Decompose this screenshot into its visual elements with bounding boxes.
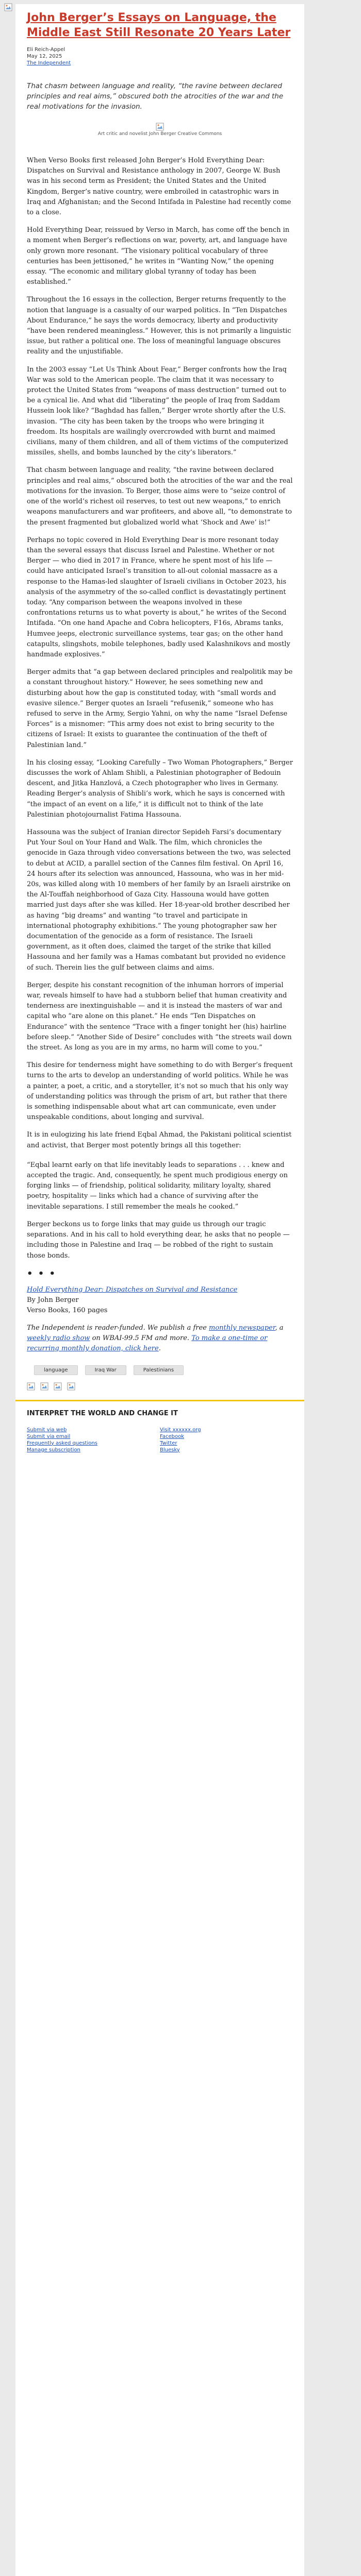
tag-language[interactable]: language — [34, 1365, 78, 1375]
email-share-icon[interactable] — [54, 1382, 62, 1391]
tag-iraq-war[interactable]: Iraq War — [85, 1365, 126, 1375]
pull-quote: That chasm between language and reality, “the ravine between declared principles and real aims,” obscured both the atrocities of the war and the real motivations for the invasion. — [27, 82, 284, 111]
byline — [27, 46, 293, 66]
newsletter-card — [15, 4, 304, 2576]
author-name: Eli Reich-Appel — [27, 47, 65, 53]
tag-palestinians[interactable]: Palestinians — [134, 1365, 184, 1375]
block-quote: “Eqbal learnt early on that life inevitably leads to separations . . . knew and accepted the tragic. And, consequently, he spent much prodigious energy on forging links — of friendship, political solidarity, military loyalty, shared poetry, hospitality — links which had a chance of surviving after the inevitable separations. I still remember the meals he cooked.” — [27, 1161, 288, 1211]
paragraph: Throughout the 16 essays in the collection, Berger returns frequently to the notion that language is a casualty of our warped politics. In “Ten Dispatches About Endurance,” he says the words democracy, liberty and productivity “have been rendered meaningless.” However, this is not primarily a linguistic issue, but rather a political one. The loss of meaningful language obscures reality and the unjustifiable. — [27, 296, 291, 356]
publication-link[interactable]: The Independent — [27, 60, 71, 66]
donate-link[interactable]: To make a one-time or recurring monthly donation, click here — [27, 1334, 268, 1352]
support-text: on WBAI-99.5 FM and more. — [90, 1334, 192, 1342]
article-figure — [27, 121, 293, 137]
footer-links — [27, 1427, 293, 1453]
image-caption: Art critic and novelist John Berger Creative Commons — [97, 131, 222, 137]
paragraph: Perhaps no topic covered in Hold Everything Dear is more resonant today than the several essays that discuss Israel and Palestine. Whether or not Berger — who died in 2017 in France, where he spent most of his life — could have anticipated Israel’s transition to all-out colonial massacre as a response to the Hamas-led slaughter of Israeli civilians in October 2023, his analysis of the asymmetry of the so-called conflict is devastatingly pertinent today. “Any comparison between the weapons involved in these confrontations returns us to what poverty is about,” he writes of the Second Intifada. “On one hand Apache and Cobra helicopters, F16s, Abrams tanks, Humvee jeeps, electronic surveillance systems, tear gas; on the other hand catapults, slingshots, mobile telephones, badly used Kalashnikovs and mostly handmade explosives.” — [27, 536, 290, 658]
bluesky-link[interactable]: Bluesky — [160, 1447, 180, 1453]
faq-link[interactable]: Frequently asked questions — [27, 1440, 97, 1446]
paragraph: In the 2003 essay “Let Us Think About Fear,” Berger confronts how the Iraq War was sold to the American people. The claim that it was necessary to protect the United States from “weapons of mass destruction” turned out to be a cynical lie. And what did “liberating” the people of Iraq from Saddam Hussein look like? “Baghdad has fallen,” Berger wrote shortly after the U.S. invasion. “The city has been taken by the troops who were bringing it freedom. Its hospitals are wailingly overcrowded with burnt and maimed civilians, many of them children, and all of them victims of the computerized missiles, shells, and bombs launched by the city’s liberators.” — [27, 365, 288, 457]
paragraph: When Verso Books first released John Berger’s Hold Everything Dear: Dispatches on Survival and Resistance anthology in 2007, George W. Bush was in his second term as President; the United States and the United Kingdom, Berger’s native country, were embroiled in catastrophic wars in Iraq and Afghanistan; and the Second Intifada in Palestine had recently come to a close. — [27, 157, 291, 217]
share-icons — [27, 1382, 293, 1391]
twitter-icon[interactable] — [40, 1382, 48, 1391]
book-publisher: Verso Books, 160 pages — [27, 1306, 108, 1314]
twitter-link[interactable]: Twitter — [160, 1440, 177, 1446]
paragraph: Berger admits that “a gap between declared principles and realpolitik may be a constant throughout history.” However, he sees something new and disturbing about how the gap is constituted today, with “small words and evasive silence.” Berger quotes an Israeli “refusenik,” someone who has refused to serve in the Army, Sergio Yahni, on why the name “Israel Defense Forces” is a misnomer: “This army does not exist to bring security to the citizens of Israel: It exists to guarantee the continuation of the theft of Palestinian land.” — [27, 668, 293, 749]
paragraph: In his closing essay, “Looking Carefully – Two Woman Photographers,” Berger discusses the work of Ahlam Shibli, a Palestinian photographer of Bedouin descent, and Jitka Hanzlová, a Czech photographer who lives in Germany. Reading Berger’s analysis of Shibli’s work, which he says is concerned with “the impact of an event on a life,” it is difficult not to think of the late Palestinian photojournalist Fatima Hassouna. — [27, 758, 293, 819]
tag-list — [27, 1365, 293, 1375]
footer-title: INTERPRET THE WORLD AND CHANGE IT — [27, 1409, 178, 1417]
link-share-icon[interactable] — [67, 1382, 75, 1391]
submit-web-link[interactable]: Submit via web — [27, 1427, 67, 1433]
book-author: By John Berger — [27, 1296, 79, 1304]
paragraph: That chasm between language and reality, “the ravine between declared principles and real aims,” obscured both the atrocities of the war and the real motivations for the invasion. To Berger, those aims were to “seize control of one of the world’s richest oil reserves, to test out new weapons,” to enrich weapons manufacturers and war profiteers, and above all, “to demonstrate to the present fragmented but globalized world what ‘Shock and Awe’ is!” — [27, 466, 293, 527]
image-placeholder-icon — [156, 123, 164, 131]
radio-show-link[interactable]: weekly radio show — [27, 1334, 90, 1342]
support-text: . — [158, 1344, 161, 1352]
manage-subscription-link[interactable]: Manage subscription — [27, 1447, 80, 1453]
newsletter-footer — [15, 1400, 304, 1463]
article-body — [27, 156, 293, 1261]
image-placeholder-icon — [4, 3, 12, 11]
paragraph: Hassouna was the subject of Iranian director Sepideh Farsi’s documentary Put Your Soul on Your Hand and Walk. The film, which chronicles the genocide in Gaza through video conversations between the two, was selected to debut at ACID, a parallel section of the Cannes film festival. On April 16, 24 hours after its selection was announced, Hassouna, who was in her mid-20s, was killed along with 10 members of her family by an Israeli airstrike on the Al-Touffah neighborhood of Gaza City. Hassouna would have gotten married just days after she was killed. Her 18-year-old brother described her as having “big dreams” and wanting “to travel and participate in international photography exhibitions.” The young photographer saw her documentation of the genocide as a form of resistance. The Israeli government, as it often does, claimed the target of the strike that killed Hassouna and her family was a Hamas combatant but provided no evidence of such. Therein lies the gulf between claims and aims. — [27, 828, 291, 972]
newspaper-link[interactable]: monthly newspaper — [209, 1324, 275, 1332]
book-info — [27, 1285, 293, 1316]
article-title-link[interactable]: John Berger’s Essays on Language, the Middle East Still Resonate 20 Years Later — [27, 11, 291, 39]
paragraph: Berger beckons us to forge links that may guide us through our tragic separations. And in his call to hold everything dear, he asks that no people — including those in Palestine and Iraq — be robbed of the right to sustain those bonds. — [27, 1220, 290, 1260]
footer-column-right — [160, 1427, 293, 1453]
section-divider: • • • — [27, 1268, 57, 1279]
paragraph: Berger, despite his constant recognition of the inhuman horrors of imperial war, reveals himself to have had a stubborn belief that human creativity and tenderness are inextinguishable — and it is instead the masters of war and capital who “are alone on this planet.” He ends “Ten Dispatches on Endurance” with the sentence “Trace with a finger tonight her (his) hairline before sleep.” “Another Side of Desire” concludes with “the streets wail down the street. As long as you are in my arms, no harm will come to you.” — [27, 981, 292, 1052]
paragraph: This desire for tenderness might have something to do with Berger’s frequent turns to the arts to develop an understanding of world politics. While he was a painter, a poet, a critic, and a storyteller, it’s not so much that his only way of understanding politics was through the prism of art, but rather that there is something indispensable about what art can communicate, even under unspeakable conditions, about longing and survival. — [27, 1061, 293, 1122]
footer-column-left — [27, 1427, 160, 1453]
paragraph: It is in eulogizing his late friend Eqbal Ahmad, the Pakistani political scientist and activist, that Berger most potently brings all this together: — [27, 1131, 292, 1149]
facebook-icon[interactable] — [27, 1382, 35, 1391]
support-note — [27, 1323, 293, 1354]
publish-date: May 12, 2025 — [27, 54, 62, 59]
paragraph: Hold Everything Dear, reissued by Verso in March, has come off the bench in a moment when Berger’s reflections on war, poverty, art, and language have only grown more resonant. “The visionary political vocabulary of three centuries has been jettisoned,” he writes in “Wanting Now,” the opening essay. “The economic and military global tyranny of today has been established.” — [27, 226, 290, 286]
support-text: The Independent is reader-funded. We publish a free — [27, 1324, 209, 1332]
facebook-link[interactable]: Facebook — [160, 1433, 184, 1439]
support-text: , a — [275, 1324, 284, 1332]
visit-site-link[interactable]: Visit xxxxxx.org — [160, 1427, 201, 1433]
book-title-link[interactable]: Hold Everything Dear: Dispatches on Survival and Resistance — [27, 1285, 238, 1294]
submit-email-link[interactable]: Submit via email — [27, 1433, 71, 1439]
